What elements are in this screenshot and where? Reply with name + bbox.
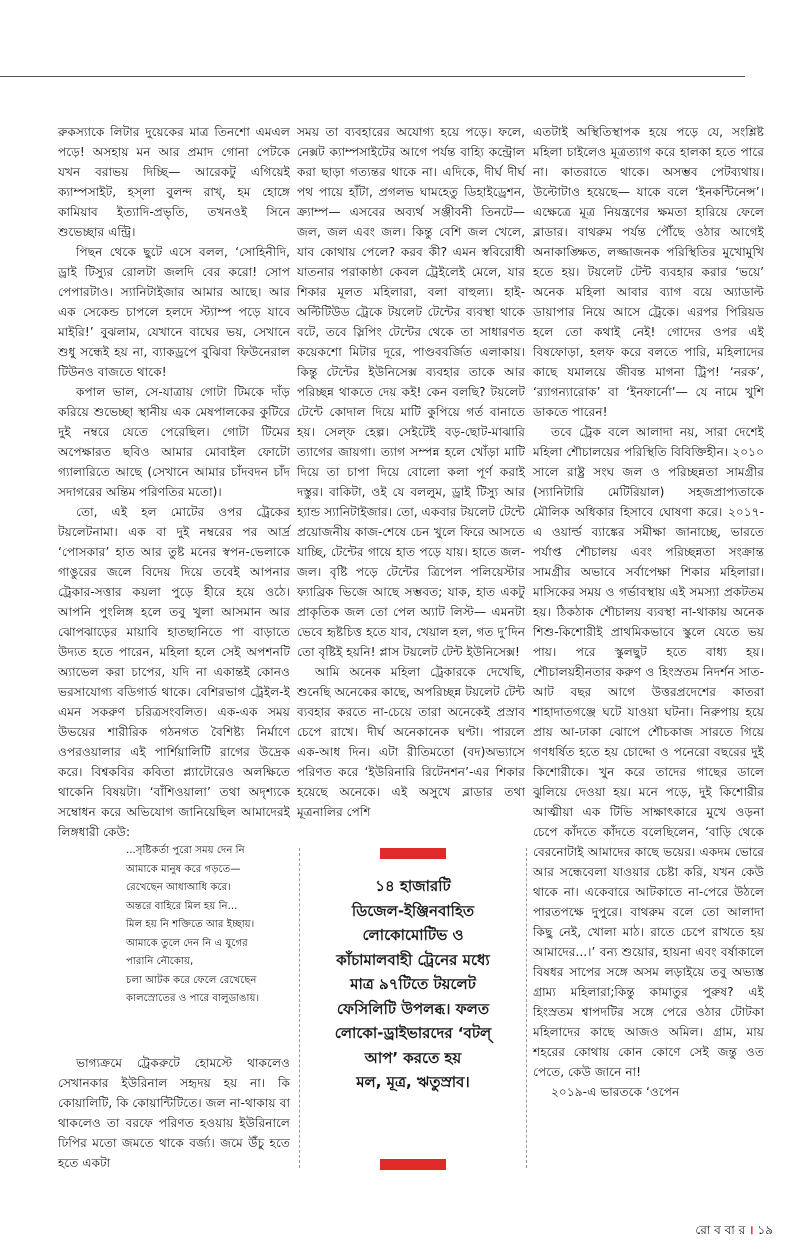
paragraph: ২০১৯-এ ভারতকে ‘ওপেন [551,1085,680,1099]
pull-quote-line: ডিজেল-ইঞ্জিনবাহিত [351,901,475,920]
pull-quote-line: লোকোমোটিভ ও [362,926,464,944]
text-column-2 [297,122,525,822]
poem-line: অন্তরে বাহিরে মিল হয় নি... [126,900,238,912]
text-column-1 [58,122,290,1173]
pull-quote-line: আপ’ করতে হয় [364,1048,462,1067]
poem-line: কালস্রোতের ও পারে বালুডাঙায়। [126,993,260,1004]
pull-quote-line: মল, মূত্র, ঋতুস্রাব। [356,1073,470,1091]
pull-quote-top-bar [380,848,446,859]
text-column-3 [533,122,764,1102]
pull-quote-line: লোকো-ড্রাইভারদের ‘বটল্‌ [334,1024,492,1042]
pull-quote-text [300,874,526,1095]
footer-separator: । [749,1223,754,1237]
poem-line: পারানি নৌকোয়, [126,956,194,967]
paragraph: তবে ট্রেক বলে আলাদা নয়, সারা দেশেই মহিলা শৌচালয়ের পরিস্থিতি বিবিক্তিহীন। ২০১০ সালে রাষ্ট্র সংঘ জল ও পরিচ্ছন্নতা সামগ্রীর (স্যানিটারি মেটিরিয়াল) সহজপ্রাপ্যতাকে মৌলিক অধিকার হিসাবে ঘোষণা করে। ২০১৭-এ ওয়ার্ল্ড ব্যাঙ্কের সমীক্ষা জানাচ্ছে, ভারতে পর্যাপ্ত শৌচালয় এবং পরিচ্ছন্নতা সংক্রান্ত সামগ্রীর অভাবে সর্বাপেক্ষা শিকার মহিলারা। মাসিকের সময় ও গর্ভাবস্থায় এই সমস্যা প্রকটতম হয়। ঠিকঠাক শৌচালয় ব্যবস্থা না-থাকায় অনেক শিশু-কিশোরীই প্রাথমিকভাবে স্কুলে যেতে ভয় পায়। পরে স্কুলছুট হতে বাধ্য হয়। শৌচালয়হীনতার করুণ ও হিংস্রতম নিদর্শন সাত-আট বছর আগে উত্তরপ্রদেশের কাতরা শাহাদাতগঞ্জে ঘটে যাওয়া ঘটনা। নিরুপায় হয়ে প্রায় আ-ঢাকা ঝোপে শৌচকাজ সারতে গিয়ে গণধর্ষিত হতে হয় চোদ্দো ও পনেরো বছরের দুই কিশোরীকে। খুন করে তাদের গাছের ডালে ঝুলিয়ে দেওয়া হয়। মনে পড়ে, দুই কিশোরীর আত্মীয়া এক টিভি সাক্ষাৎকারে মুখে ওড়না চেপে কাঁদতে কাঁদতে বলেছিলেন, ‘বাড়ি থেকে বেরনোটাই আমাদের কাছে ভয়ের। একদম ভোরে আর সন্ধেবেলা যাওয়ার চেষ্টা করি, যখন কেউ থাকে না। একেবারে আটকাতে না-পেরে উঠলে পারতপক্ষে দুপুরে। বাথরুম বলে তো আলাদা কিছু নেই, খোলা মাঠ। রাতে চেপে রাখতে হয় আমাদের...।’ বন্য শুয়োর, হায়না এবং বর্ষাকালে বিষধর সাপের সঙ্গে অসম লড়াইয়ে তবু অভ্যস্ত গ্রাম্য মহিলারা;কিন্তু কামাতুর পুরুষ? এই হিংস্রতম শ্বাপদটির সঙ্গে পেরে ওঠার টোটকা মহিলাদের কাছে আজও অমিল। গ্রাম, মায় শহরের কোথায় কোন কোণে সেই জন্তু ওত পেতে, কেউ জানে না! [533,425,764,1079]
top-rule [0,76,745,77]
poem-line: চলা আটক করে ফেলে রেখেছেন [126,974,257,986]
page-footer [695,1222,773,1238]
pull-quote-line: মাত্র ৯৭টিতে টয়লেট [350,975,476,993]
paragraph: রুকস্যাকে লিটার দুয়েকের মাত্র তিনশো এমএল পড়ে! অসহায় মন আর প্রমাদ গোনা পেটকে যখন বরাভয় দিচ্ছি— আরেকটু এগিয়েই ক্যাম্পসাইট, হস্‌লা বুলন্দ রাখ্‌, হম হোঙ্গে কামিয়াব ইত্যাদি-প্রভৃতি, তখনওই সিনে শুভেচ্ছার এন্ট্রি। [58,125,290,239]
poem-line: আমাকে তুলে দেন নি এ যুগের [126,937,248,949]
poem-line: রেখেছেন আধাআধি করে। [126,882,231,893]
paragraph: পিছন থেকে ছুটে এসে বলল, ‘সোহিনীদি, ড্রাই টিস্যুর রোলটা জলদি বের করো! সোপ পেপারটাও। স্যানিটাইজার আমার আছে। আর এক সেকেন্ড চাপলে হলদে স্ট্যাম্প পড়ে যাবে মাইরি!’ বুঝলাম, যেখানে বাঘের ভয়, সেখানে শুধু সন্ধেই হয় না, ব্যাকড্রপে বুঝিবা ফিউনেরাল টিউনও বাজতে থাকে! [58,245,290,379]
pull-quote-line: ১৪ হাজারটি [375,877,451,895]
page-number: ১৯ [757,1223,773,1237]
poem-line: ...সৃষ্টিকর্তা পুরো সময় দেন নি [126,845,245,856]
paragraph: এতটাই অস্থিতিস্থাপক হয়ে পড়ে যে, সংশ্লিষ্ট মহিলা চাইলেও মূত্রত্যাগ করে হালকা হতে পারে না। কাতরাতে থাকে। অসম্ভব পেটব্যথায়। উল্টোটাও হয়েছে— যাকে বলে ‘ইনকন্টিনেন্স’। এক্ষেত্রে মূত্র নিয়ন্ত্রণের ক্ষমতা হারিয়ে ফেলে ব্লাডার। বাথরুম পর্যন্ত পৌঁছে ওঠার আগেই অনাকাঙ্ক্ষিত, লজ্জাজনক পরিস্থিতির মুখোমুখি হতে হয়। টয়লেট টেন্ট ব্যবহার করার ‘ভয়ে’ অনেক মহিলা আবার ব্যাগ বয়ে অ্যাডাল্ট ডায়াপার নিয়ে আসে ট্রেকে। এরপর পিরিয়ড হলে তো কথাই নেই! গোদের ওপর এই বিষফোড়া, হলফ করে বলতে পারি, মহিলাদের কাছে যমালয়ে জীবন্ত মাগনা ট্রিপ! ‘নরক’, ‘র‍্যাগন্যারোক’ বা ‘ইনফার্নো’— যে নামে খুশি ডাকতে পারেন! [533,125,764,419]
pull-quote-line: কাঁচামালবাহী ট্রেনের মধ্যে [336,950,490,969]
pull-quote-box [299,848,527,1168]
magazine-name: রো ব বা র [695,1223,746,1237]
paragraph: আমি অনেক মহিলা ট্রেকারকে দেখেছি, শুনেছি অনেকের কাছে, অপরিচ্ছন্ন টয়লেট টেন্ট ব্যবহার করতে না-চেয়ে তারা অনেকেই প্রস্রাব চেপে রাখে। দীর্ঘ অনেকানেক ঘণ্টা। পারলে এক-আধ দিন। এটা রীতিমতো (বদ)অভ্যাসে পরিণত করে ‘ইউরিনারি রিটেনশন’-এর শিকার হয়েছে অনেকে। এই অসুখে ব্লাডার তথা মূত্রনালির পেশি [297,665,525,819]
pull-quote-line: ফেসিলিটি উপলব্ধ। ফলত [336,999,490,1018]
paragraph: সময় তা ব্যবহারের অযোগ্য হয়ে পড়ে। ফলে, নেক্সট ক্যাম্পসাইটের আগে পর্যন্ত বাহ্যি কন্ট্রোল করা ছাড়া গত্যন্তর থাকে না। এদিকে, দীর্ঘ দীর্ঘ পথ পায়ে হাঁটা, প্রগলভ ঘামহেতু ডিহাইড্রেশন, ক্র্যাম্প— এসবের অব্যর্থ সঞ্জীবনী তিনটে— জল, জল এবং জল। কিন্তু বেশি জল খেলে, যাব কোথায় পেলে? করব কী? এমন স্ববিরোধী যাতনার পরাকাষ্ঠা কেবল ট্রেইলেই মেলে, যার শিকার মূলত মহিলারা, বলা বাহুল্য। হাই-অল্টিটিউড ট্রেকে টয়লেট টেন্টের ব্যবস্থা থাকে বটে, তবে স্লিপিং টেন্টের থেকে তা সাধারণত কয়েকশো মিটার দূরে, পাণ্ডববর্জিত এলাকায়। কিন্তু টেন্টের ইউনিসেক্স ব্যবহার তাকে আর পরিচ্ছন্ন থাকতে দেয় কই! কেন বলছি? টয়লেট টেন্টে কোদাল দিয়ে মাটি কুপিয়ে গর্ত বানাতে হয়। সেল্‌ফ হেল্প। সেইটেই বড়-ছোট-মাঝারি ত্যাগের জায়গা। ত্যাগ সম্পন্ন হলে খোঁড়া মাটি দিয়ে তা চাপা দিয়ে বোলো কলা পূর্ণ করাই দস্তুর। বাকিটা, ওই যে বললুম, ড্রাই টিস্যু আর হ্যান্ড স্যানিটাইজার। তো, একবার টয়লেট টেন্টে প্রয়োজনীয় কাজ-শেষে চেন খুলে ফিরে আসতে যাচ্ছি, টেন্টের গায়ে হাত পড়ে যায়। হাতে জল-জল। বৃষ্টি পড়ে টেন্টের ত্রিপেল পলিয়েস্টার ফ্যাব্রিক ভিজে আছে সম্ভবত; যাক, হাত একটু প্রাকৃতিক জল তো পেল অ্যাট লিস্ট— এমনটা ভেবে হৃষ্টচিত্ত হতে যাব, খেয়াল হল, গত দু’দিন তো বৃষ্টিই হয়নি! প্লাস টয়লেট টেন্ট ইউনিসেক্স! [297,125,525,659]
spacer [58,1009,290,1053]
paragraph: ভাগ্যক্রমে ট্রেকরুটে হোমস্টে থাকলেও সেখানকার ইউরিনাল সহৃদয় হয় না। কি কোয়ালিটি, কি কোয়ান্টিটিতে। জল না-থাকায় বা থাকলেও তা বরফে পরিণত হওয়ায় ইউরিনালে ঢিপির মতো জমতে থাকে বর্জ্য। জমে উঁচু হতে হতে একটা [58,1055,290,1170]
paragraph: কপাল ভাল, সে-যাত্রায় গোটা টিমকে দাঁড় করিয়ে শুভেচ্ছা স্থানীয় এক মেষপালকের কুটিরে দুই নম্বরে যেতে পেরেছিল। গোটা টিমের অপেক্ষারত ছবিও আমার মোবাইল ফোটো গ্যালারিতে আছে (সেখানে আমার চাঁদবদন চাঁদ সদাগরের অন্তিম পরিণতির মতো)। [58,385,290,499]
pull-quote-bottom-bar [380,1159,446,1170]
poem-line: আমাকে মানুষ করে গড়তে— [126,863,241,875]
poem-quote [126,842,290,1009]
paragraph: তো, এই হল মোটের ওপর ট্রেকের টয়লেটনামা। এক বা দুই নম্বরের পর আর্দ্র ‘পোসকার’ হাত আর তুষ্ট মনের স্বপন-ভেলাকে গাঙুরের জলে বিদেয় দিয়ে তবেই আপনার ট্রেকার-সত্তার কয়লা পুড়ে হীরে হয়ে ওঠে। আপনি পুংলিঙ্গ হলে তবু খুলা আসমান আর ঝোপঝাড়ের মায়াবি হাতছানিতে পা বাড়াতে উদ্যত হতে পারেন, মহিলা হলে সেই অপশনটি অ্যাভেল করা চাপের, যদি না একান্তই কোনও ভরসাযোগ্য বডিগার্ড থাকে। বেশিরভাগ ট্রেইল-ই এমন সকরুণ চরিত্রসংবলিত। এক-এক সময় উভয়ের শারীরিক গঠনগত বৈশিষ্ট্য নির্মাণে ওপরওয়ালার এই পার্শিয়ালিটি রাগের উদ্রেক করে। বিশ্বকবির কবিতা প্ল্যাটোরেও অলক্ষিতে থাকেনি বিষয়টা। ‘বাঁশিওয়ালা’ তথা অদৃশ্যকে সম্বোধন করে অভিযোগ জানিয়েছিল আমাদেরই লিঙ্গধারী কেউ: [58,505,290,839]
poem-line: মিল হয় নি শক্তিতে আর ইচ্ছায়। [126,919,255,930]
